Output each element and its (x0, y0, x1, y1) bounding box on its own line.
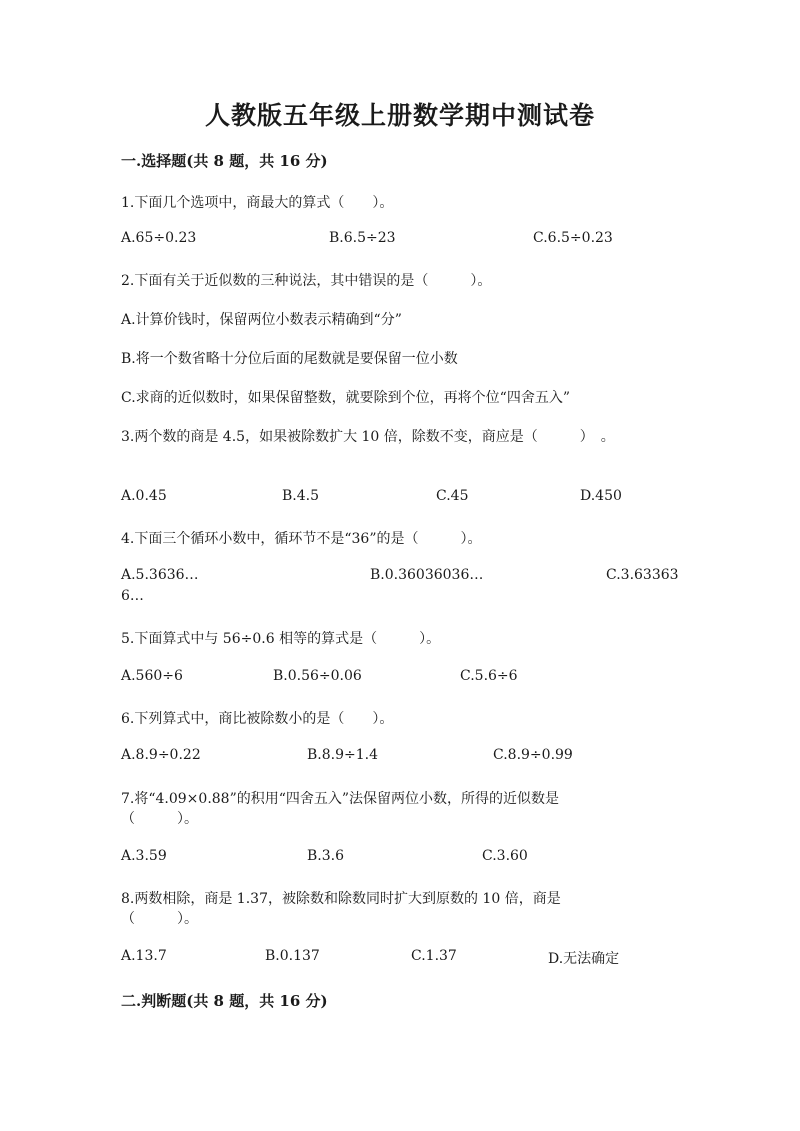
question-2-option-b: B.将一个数省略十分位后面的尾数就是要保留一位小数 (121, 351, 458, 367)
question-7-stem: 7.将“4.09×0.88”的积用“四舍五入”法保留两位小数，所得的近似数是 (121, 791, 560, 807)
question-8-stem: 8.两数相除，商是 1.37，被除数和除数同时扩大到原数的 10 倍，商是 (121, 891, 561, 907)
question-8-option-d: D.无法确定 (548, 951, 620, 967)
question-2-option-c: C.求商的近似数时，如果保留整数，就要除到个位，再将个位“四舍五入” (121, 390, 570, 406)
question-7-option-a: A.3.59 (121, 848, 167, 864)
question-8-option-b: B.0.137 (265, 948, 320, 964)
page-title: 人教版五年级上册数学期中测试卷 (204, 101, 595, 130)
question-1-option-b: B.6.5÷23 (329, 230, 396, 246)
question-1-option-c: C.6.5÷0.23 (533, 230, 613, 246)
question-3-option-c: C.45 (436, 488, 469, 504)
question-6-stem: 6.下列算式中，商比被除数小的是（ ）。 (121, 711, 394, 727)
question-5-option-a: A.560÷6 (121, 668, 183, 684)
question-7-stem-wrap: （ ）。 (121, 811, 198, 827)
question-4-option-c-wrap: 6… (121, 588, 144, 604)
question-3-option-d: D.450 (580, 488, 622, 504)
question-5-option-c: C.5.6÷6 (460, 668, 518, 684)
question-4-option-b: B.0.36036036… (370, 567, 484, 583)
question-7-option-b: B.3.6 (307, 848, 345, 864)
question-2-stem: 2.下面有关于近似数的三种说法，其中错误的是（ ）。 (121, 273, 492, 289)
question-3-stem: 3.两个数的商是 4.5，如果被除数扩大 10 倍，除数不变，商应是（ ） 。 (121, 429, 615, 445)
question-8-stem-wrap: （ ）。 (121, 911, 198, 927)
section-heading-true-false: 二.判断题(共 8 题，共 16 分) (121, 992, 328, 1010)
question-1-stem: 1.下面几个选项中，商最大的算式（ ）。 (121, 195, 394, 211)
question-6-option-b: B.8.9÷1.4 (307, 747, 378, 763)
question-6-option-c: C.8.9÷0.99 (493, 747, 573, 763)
question-6-option-a: A.8.9÷0.22 (121, 747, 201, 763)
question-5-option-b: B.0.56÷0.06 (273, 668, 362, 684)
section-heading-choice: 一.选择题(共 8 题，共 16 分) (121, 152, 328, 170)
question-5-stem: 5.下面算式中与 56÷0.6 相等的算式是（ ）。 (121, 631, 441, 647)
question-2-option-a: A.计算价钱时，保留两位小数表示精确到“分” (121, 312, 402, 328)
question-8-option-a: A.13.7 (121, 948, 167, 964)
question-3-option-a: A.0.45 (121, 488, 167, 504)
question-7-option-c: C.3.60 (482, 848, 528, 864)
question-1-option-a: A.65÷0.23 (121, 230, 197, 246)
question-4-stem: 4.下面三个循环小数中，循环节不是“36”的是（ ）。 (121, 531, 482, 547)
question-4-option-c: C.3.63363 (606, 567, 679, 583)
question-8-option-c: C.1.37 (411, 948, 457, 964)
question-4-option-a: A.5.3636… (121, 567, 199, 583)
question-3-option-b: B.4.5 (282, 488, 320, 504)
